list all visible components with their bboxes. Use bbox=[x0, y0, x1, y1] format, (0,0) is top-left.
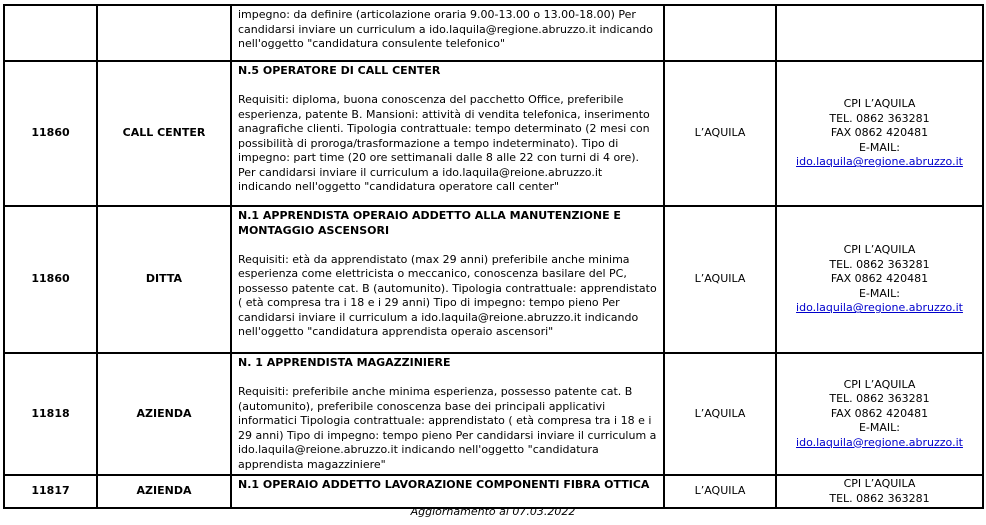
job-id-cell: 11817 bbox=[4, 475, 97, 508]
contact-fax: FAX 0862 420481 bbox=[830, 126, 929, 140]
contact-email-label: E-MAIL: bbox=[858, 421, 900, 435]
contact-tel: TEL. 0862 363281 bbox=[829, 392, 930, 406]
contact-fax: FAX 0862 420481 bbox=[830, 406, 929, 420]
job-id-cell: 11818 bbox=[4, 353, 97, 475]
location-cell: L’AQUILA bbox=[664, 61, 776, 206]
contact-cell bbox=[776, 61, 983, 206]
job-listings-table bbox=[3, 4, 984, 509]
job-title: N.5 OPERATORE DI CALL CENTER bbox=[238, 64, 441, 77]
contact-fax: FAX 0862 420481 bbox=[830, 272, 929, 286]
job-description-cell bbox=[231, 5, 664, 61]
employer-type-cell bbox=[97, 5, 231, 61]
update-date-footer: Aggiornamento al 07.03.2022 bbox=[410, 505, 576, 518]
job-title: N.1 APPRENDISTA OPERAIO ADDETTO ALLA MANUTENZIONE E MONTAGGIO ASCENSORI bbox=[238, 209, 621, 237]
cpi-name: CPI L’AQUILA bbox=[843, 97, 916, 111]
contact-email-link[interactable]: ido.laquila@regione.abruzzo.it bbox=[796, 301, 963, 315]
job-title: N.1 OPERAIO ADDETTO LAVORAZIONE COMPONENTI FIBRA OTTICA bbox=[238, 478, 650, 491]
job-body-text: impegno: da definire (articolazione oraria 9.00-13.00 o 13.00-18.00) Per candidarsi inviare un curriculum a ido.laquila@regione.abruzzo.it indicando nell'oggetto "candidatura consulente telefonico" bbox=[238, 8, 654, 50]
location-cell: L’AQUILA bbox=[664, 353, 776, 475]
contact-email-link[interactable]: ido.laquila@regione.abruzzo.it bbox=[796, 155, 963, 169]
job-title: N. 1 APPRENDISTA MAGAZZINIERE bbox=[238, 356, 451, 369]
employer-type-cell: DITTA bbox=[97, 206, 231, 353]
job-body-text: Requisiti: età da apprendistato (max 29 anni) preferibile anche minima esperienza come elettricista o meccanico, conoscenza basilare del PC, possesso patente cat. B (automunito). Tipologia contrattuale: apprendistato ( età compresa tra i 18 e i 29 anni) Tipo di impegno: tempo pieno Per candidarsi inviare il curriculum a ido.laquila@reione.abruzzo.it indicando nell'oggetto "candidatura apprendista operaio ascensori" bbox=[238, 252, 657, 338]
contact-cell bbox=[776, 5, 983, 61]
contact-email-link[interactable]: ido.laquila@regione.abruzzo.it bbox=[796, 435, 963, 449]
table-row bbox=[4, 353, 983, 475]
employer-type-cell: AZIENDA bbox=[97, 353, 231, 475]
cpi-name: CPI L’AQUILA bbox=[843, 477, 916, 490]
contact-email-label: E-MAIL: bbox=[858, 140, 900, 154]
table-row bbox=[4, 61, 983, 206]
job-description-cell bbox=[231, 61, 664, 206]
cpi-name: CPI L’AQUILA bbox=[843, 243, 916, 257]
table-row bbox=[4, 475, 983, 508]
contact-tel: TEL. 0862 363281 bbox=[829, 111, 930, 125]
contact-tel: TEL. 0862 363281 bbox=[829, 491, 930, 505]
job-body-text: Requisiti: preferibile anche minima esperienza, possesso patente cat. B (automunito), preferibile conoscenza base dei principali applicativi informatici Tipologia contrattuale: apprendistato ( età compresa tra i 18 e i 29 anni) Tipo di impegno: tempo pieno Per candidarsi inviare il curriculum a ido.laquila@reione.abruzzo.it indicando nell'oggetto "candidatura apprendista magazziniere" bbox=[238, 385, 657, 471]
job-description-cell bbox=[231, 206, 664, 353]
job-id-cell bbox=[4, 5, 97, 61]
table-row bbox=[4, 206, 983, 353]
job-description-cell bbox=[231, 475, 664, 508]
location-cell bbox=[664, 5, 776, 61]
table-row bbox=[4, 5, 983, 61]
cpi-name: CPI L’AQUILA bbox=[843, 377, 916, 391]
contact-cell bbox=[776, 206, 983, 353]
location-cell: L’AQUILA bbox=[664, 475, 776, 508]
employer-type-cell: CALL CENTER bbox=[97, 61, 231, 206]
contact-email-label: E-MAIL: bbox=[858, 286, 900, 300]
job-id-cell: 11860 bbox=[4, 206, 97, 353]
job-description-cell bbox=[231, 353, 664, 475]
contact-cell bbox=[776, 353, 983, 475]
contact-tel: TEL. 0862 363281 bbox=[829, 257, 930, 271]
employer-type-cell: AZIENDA bbox=[97, 475, 231, 508]
contact-cell bbox=[776, 475, 983, 508]
location-cell: L’AQUILA bbox=[664, 206, 776, 353]
job-body-text: Requisiti: diploma, buona conoscenza del pacchetto Office, preferibile esperienza, patente B. Mansioni: attività di vendita telefonica, inserimento anagrafiche clienti. Tipologia contrattuale: tempo determinato (2 mesi con possibilità di proroga/trasformazione a tempo indeterminato). Tipo di impegno: part time (20 ore settimanali dalle 8 alle 22 con turni di 4 ore). Per candidarsi inviare il curriculum a ido.laquila@reione.abruzzo.it indicando nell'oggetto "candidatura operatore call center" bbox=[238, 93, 650, 193]
job-id-cell: 11860 bbox=[4, 61, 97, 206]
